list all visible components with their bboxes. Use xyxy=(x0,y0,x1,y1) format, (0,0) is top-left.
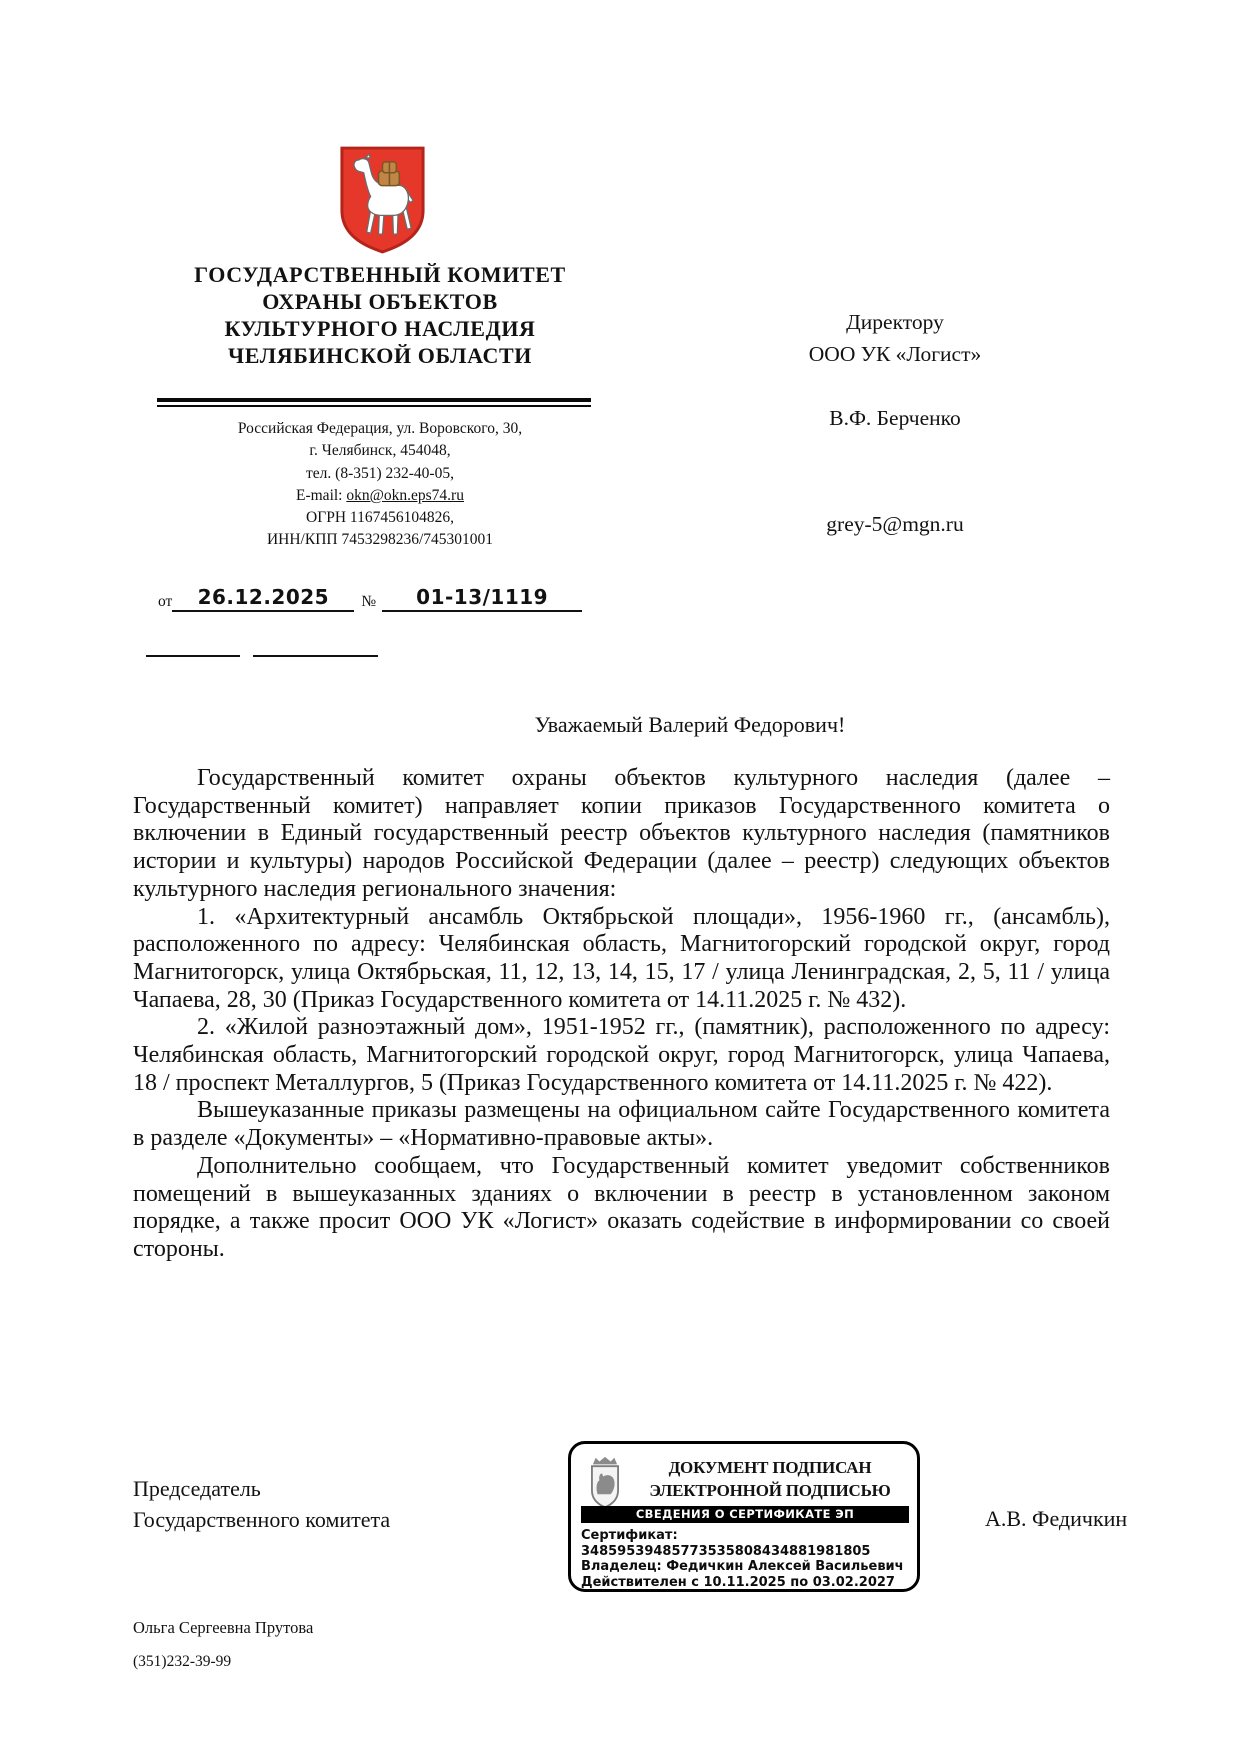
org-title-line: ЧЕЛЯБИНСКОЙ ОБЛАСТИ xyxy=(228,343,532,368)
stamp-certificate-info xyxy=(581,1528,917,1590)
org-address-line: г. Челябинск, 454048, xyxy=(309,442,451,460)
signer-position-line: Председатель xyxy=(133,1476,261,1501)
org-ogrn-line: ОГРН 1167456104826, xyxy=(306,509,454,527)
org-contact-block xyxy=(150,418,610,552)
number-sign: № xyxy=(361,593,377,610)
signer-position-line: Государственного комитета xyxy=(133,1506,391,1532)
executor-phone: (351)232-39-99 xyxy=(133,1653,232,1670)
stamp-title-line: ДОКУМЕНТ ПОДПИСАН xyxy=(668,1458,872,1477)
addressee-position: Директору xyxy=(846,310,944,334)
org-address-line: Российская Федерация, ул. Воровского, 30, xyxy=(237,420,523,437)
executor-name: Ольга Сергеевна Прутова xyxy=(133,1618,314,1637)
stamp-certificate-bar: СВЕДЕНИЯ О СЕРТИФИКАТЕ ЭП xyxy=(581,1506,909,1523)
salutation: Уважаемый Валерий Федорович! xyxy=(534,712,846,737)
stamp-title-line: ЭЛЕКТРОННОЙ ПОДПИСЬЮ xyxy=(649,1480,891,1500)
letter-date: 26.12.2025 xyxy=(172,584,354,612)
org-title-line: КУЛЬТУРНОГО НАСЛЕДИЯ xyxy=(224,316,536,341)
certificate-owner: Владелец: Федичкин Алексей Васильевич xyxy=(581,1559,904,1575)
signer-position xyxy=(133,1474,390,1535)
electronic-signature-stamp xyxy=(568,1441,920,1592)
org-email-link[interactable]: okn@okn.eps74.ru xyxy=(346,486,464,504)
addressee-email: grey-5@mgn.ru xyxy=(826,512,964,536)
certificate-number: Сертификат: 34859539485773535808434881981805 xyxy=(581,1528,871,1559)
blank-underline xyxy=(146,655,240,657)
letter-number: 01-13/1119 xyxy=(382,584,582,612)
body-paragraph: Государственный комитет охраны объектов культурного наследия (далее – Государственный комитет) направляет копии приказов Государственного комитета о включении в Единый государственный реестр объектов культурного наследия (памятников истории и культуры) народов Российской Федерации (далее – реестр) следующих объектов культурного наследия регионального значения: xyxy=(133,765,1110,902)
certificate-validity: Действителен с 10.11.2025 по 03.02.2027 xyxy=(581,1574,895,1590)
from-label: от xyxy=(158,593,173,610)
letter-body xyxy=(133,765,1110,1264)
org-email-line xyxy=(150,485,610,507)
org-phone-line: тел. (8-351) 232-40-05, xyxy=(306,464,454,482)
signer-name: А.В. Федичкин xyxy=(985,1506,1128,1531)
body-paragraph-item-2: 2. «Жилой разноэтажный дом», 1951-1952 гг., (памятник), расположенного по адресу: Челябинская область, Магнитогорский городской округ, город Магнитогорск, улица Чапаева, 18 / проспект Металлургов, 5 (Приказ Государственного комитета от 14.11.2025 г. № 422). xyxy=(133,1014,1110,1096)
header-divider xyxy=(157,398,591,407)
body-paragraph: Дополнительно сообщаем, что Государственный комитет уведомит собственников помещений в вышеуказанных зданиях о включении в реестр в установленном законом порядке, а также просит ООО УК «Логист» оказать содействие в информировании со своей стороны. xyxy=(133,1152,1110,1262)
email-label: E-mail: xyxy=(296,486,347,504)
reference-row xyxy=(158,582,608,612)
org-inn-line: ИНН/КПП 7453298236/745301001 xyxy=(266,531,494,549)
stamp-coat-of-arms-icon xyxy=(585,1455,625,1511)
body-paragraph-item-1: 1. «Архитектурный ансамбль Октябрьской площади», 1956-1960 гг., (ансамбль), расположенного по адресу: Челябинская область, Магнитогорский городской округ, город Магнитогорск, улица Октябрьская, 11, 12, 13, 14, 15, 17 / улица Ленинградская, 2, 5, 11 / улица Чапаева, 28, 30 (Приказ Государственного комитета от 14.11.2025 г. № 432). xyxy=(133,903,1110,1013)
org-title-line: ГОСУДАРСТВЕННЫЙ КОМИТЕТ xyxy=(194,262,566,287)
org-title xyxy=(150,261,610,369)
body-paragraph: Вышеуказанные приказы размещены на официальном сайте Государственного комитета в разделе «Документы» – «Нормативно-правовые акты». xyxy=(133,1097,1110,1152)
addressee-company: ООО УК «Логист» xyxy=(808,342,982,366)
stamp-title xyxy=(627,1457,913,1502)
chelyabinsk-region-coat-of-arms-icon xyxy=(335,143,430,258)
org-title-line: ОХРАНЫ ОБЪЕКТОВ xyxy=(262,289,498,314)
blank-underline xyxy=(253,655,378,657)
addressee-name: В.Ф. Берченко xyxy=(829,406,961,430)
